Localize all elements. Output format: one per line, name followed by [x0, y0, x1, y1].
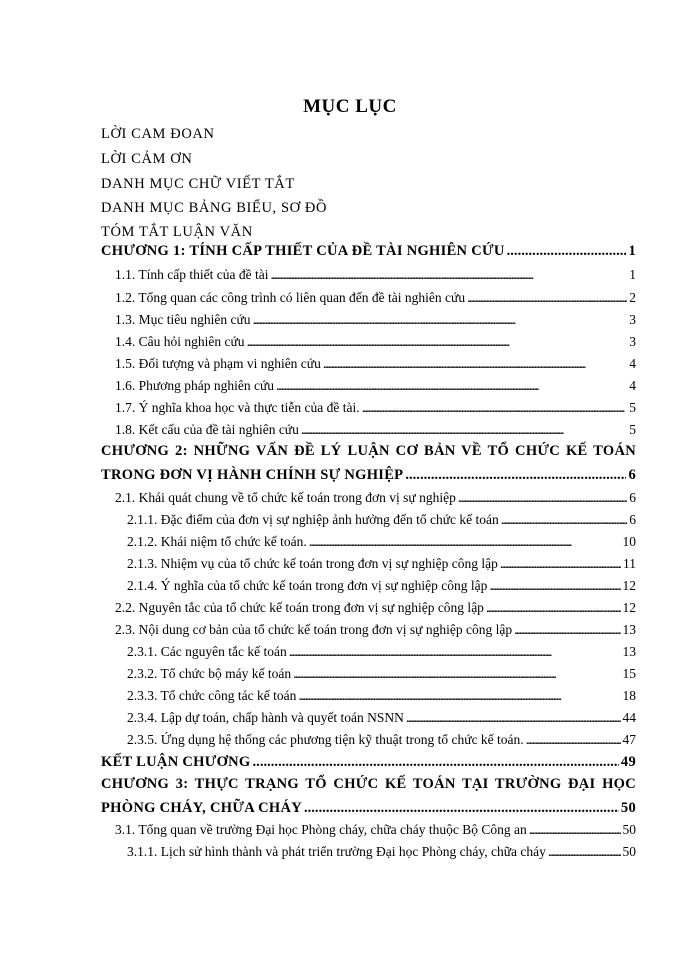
toc-entry[interactable] — [127, 688, 636, 704]
toc-entry[interactable] — [115, 822, 636, 838]
page-number: 5 — [629, 422, 636, 437]
page-number: 6 — [628, 467, 636, 483]
page-number: 6 — [629, 490, 636, 505]
entry-title: 2.3.1. Các nguyên tắc kế toán — [127, 644, 287, 659]
entry-title: 2.1.3. Nhiệm vụ của tổ chức kế toán trong đơn vị sự nghiệp công lập — [127, 556, 498, 571]
page-number: 50 — [620, 800, 636, 816]
entry-title: 1.5. Đối tượng và phạm vi nghiên cứu — [115, 356, 321, 371]
page-number: 13 — [622, 644, 636, 659]
toc-entry[interactable] — [127, 578, 636, 594]
entry-title: 1.2. Tổng quan các công trình có liên quan đến đề tài nghiên cứu — [115, 290, 466, 305]
page-number: 50 — [622, 844, 636, 859]
toc-chapter-1[interactable] — [101, 243, 636, 260]
dot-leader — [276, 378, 627, 394]
toc-chapter-2-line1[interactable]: CHƯƠNG 2: NHỮNG VẤN ĐỀ LÝ LUẬN CƠ BẢN VỀ TỔ CHỨC KẾ TOÁN — [101, 443, 636, 459]
entry-title: 1.3. Mục tiêu nghiên cứu — [115, 312, 251, 327]
chapter-title: TRONG ĐƠN VỊ HÀNH CHÍNH SỰ NGHIỆP — [101, 467, 404, 483]
entry-title: 2.1.1. Đặc điểm của đơn vị sự nghiệp ảnh hưởng đến tổ chức kế toán — [127, 512, 499, 527]
page-number: 44 — [622, 710, 636, 725]
toc-entry[interactable] — [115, 290, 636, 306]
dot-leader — [526, 732, 621, 748]
dot-leader — [529, 822, 621, 838]
entry-title: 2.3.5. Ứng dụng hệ thống các phương tiện kỹ thuật trong tổ chức kế toán. — [127, 732, 524, 747]
toc-chapter-3[interactable] — [101, 800, 636, 817]
page-number: 13 — [622, 622, 636, 637]
page-number: 1 — [628, 243, 636, 259]
entry-title: 2.3. Nội dung cơ bản của tổ chức kế toán trong đơn vị sự nghiệp công lập — [115, 622, 513, 637]
toc-entry[interactable] — [115, 622, 636, 638]
toc-title: MỤC LỤC — [303, 96, 397, 117]
dot-leader — [500, 556, 621, 572]
toc-entry[interactable] — [115, 400, 636, 416]
entry-title: 2.1. Khái quát chung về tổ chức kế toán trong đơn vị sự nghiệp — [115, 490, 456, 505]
toc-chapter-3-line1[interactable]: CHƯƠNG 3: THỰC TRẠNG TỔ CHỨC KẾ TOÁN TẠI TRƯỜNG ĐẠI HỌC — [101, 776, 636, 792]
toc-chapter-2[interactable] — [101, 467, 636, 484]
entry-title: 2.3.3. Tổ chức công tác kế toán — [127, 688, 297, 703]
dot-leader — [458, 490, 627, 506]
dot-leader — [253, 312, 628, 328]
dot-leader — [270, 267, 627, 283]
page-number: 4 — [629, 378, 636, 393]
entry-title: 1.4. Câu hỏi nghiên cứu — [115, 334, 245, 349]
front-matter-item: LỜI CẢM ƠN — [101, 151, 193, 167]
entry-title: 2.1.2. Khái niệm tổ chức kế toán. — [127, 534, 307, 549]
dot-leader — [304, 800, 619, 817]
page-number: 18 — [622, 688, 636, 703]
dot-leader — [301, 422, 627, 438]
toc-entry[interactable] — [127, 710, 636, 726]
page-number: 3 — [629, 334, 636, 349]
entry-title: 3.1.1. Lịch sử hình thành và phát triển trường Đại học Phòng cháy, chữa cháy — [127, 844, 546, 859]
dot-leader — [253, 754, 619, 771]
toc-entry[interactable] — [115, 356, 636, 372]
page-number: 49 — [620, 754, 636, 770]
toc-conclusion[interactable] — [101, 754, 636, 771]
chapter-title: PHÒNG CHÁY, CHỮA CHÁY — [101, 800, 302, 816]
entry-title: 2.3.2. Tổ chức bộ máy kế toán — [127, 666, 292, 681]
entry-title: 2.3.4. Lập dự toán, chấp hành và quyết toán NSNN — [127, 710, 404, 725]
dot-leader — [405, 467, 626, 484]
page-number: 6 — [629, 512, 636, 527]
page-number: 10 — [622, 534, 636, 549]
page-number: 47 — [622, 732, 636, 747]
page-number: 1 — [629, 267, 636, 282]
page-number: 12 — [622, 578, 636, 593]
dot-leader — [323, 356, 627, 372]
page-number: 11 — [623, 556, 636, 571]
dot-leader — [507, 243, 627, 260]
chapter-title: KẾT LUẬN CHƯƠNG — [101, 754, 251, 770]
toc-entry[interactable] — [115, 334, 636, 350]
toc-entry[interactable] — [115, 378, 636, 394]
dot-leader — [406, 710, 621, 726]
dot-leader — [247, 334, 628, 350]
entry-title: 2.2. Nguyên tắc của tổ chức kế toán trong đơn vị sự nghiệp công lập — [115, 600, 484, 615]
toc-entry[interactable] — [127, 732, 636, 748]
dot-leader — [289, 644, 621, 660]
toc-entry[interactable] — [115, 600, 636, 616]
dot-leader — [467, 290, 627, 306]
dot-leader — [298, 688, 620, 704]
entry-title: 1.7. Ý nghĩa khoa học và thực tiễn của đề tài. — [115, 400, 360, 415]
front-matter-item: DANH MỤC CHỮ VIẾT TẮT — [101, 176, 295, 192]
toc-entry[interactable] — [115, 267, 636, 283]
dot-leader — [362, 400, 628, 416]
entry-title: 2.1.4. Ý nghĩa của tổ chức kế toán trong đơn vị sự nghiệp công lập — [127, 578, 488, 593]
toc-entry[interactable] — [127, 534, 636, 550]
dot-leader — [309, 534, 621, 550]
toc-entry[interactable] — [115, 490, 636, 506]
page-number: 4 — [629, 356, 636, 371]
front-matter-item: DANH MỤC BẢNG BIỂU, SƠ ĐỒ — [101, 200, 328, 216]
entry-title: 1.1. Tính cấp thiết của đề tài — [115, 267, 269, 282]
front-matter-item: TÓM TẮT LUẬN VĂN — [101, 224, 253, 240]
entry-title: 3.1. Tổng quan về trường Đại học Phòng cháy, chữa cháy thuộc Bộ Công an — [115, 822, 527, 837]
toc-entry[interactable] — [127, 512, 636, 528]
dot-leader — [486, 600, 621, 616]
front-matter-item: LỜI CAM ĐOAN — [101, 126, 215, 142]
toc-entry[interactable] — [115, 312, 636, 328]
entry-title: 1.8. Kết cấu của đề tài nghiên cứu — [115, 422, 299, 437]
entry-title: 1.6. Phương pháp nghiên cứu — [115, 378, 275, 393]
dot-leader — [501, 512, 627, 528]
toc-entry[interactable] — [127, 644, 636, 660]
page-number: 2 — [629, 290, 636, 305]
dot-leader — [489, 578, 620, 594]
toc-entry[interactable] — [127, 844, 636, 860]
page-number: 5 — [629, 400, 636, 415]
dot-leader — [548, 844, 621, 860]
page-number: 15 — [622, 666, 636, 681]
page-number: 12 — [622, 600, 636, 615]
page-number: 3 — [629, 312, 636, 327]
dot-leader — [293, 666, 620, 682]
chapter-title: CHƯƠNG 1: TÍNH CẤP THIẾT CỦA ĐỀ TÀI NGHIÊN CỨU — [101, 243, 505, 259]
toc-entry[interactable] — [127, 556, 636, 572]
toc-entry[interactable] — [115, 422, 636, 438]
dot-leader — [514, 622, 620, 638]
toc-entry[interactable] — [127, 666, 636, 682]
page-number: 50 — [622, 822, 636, 837]
